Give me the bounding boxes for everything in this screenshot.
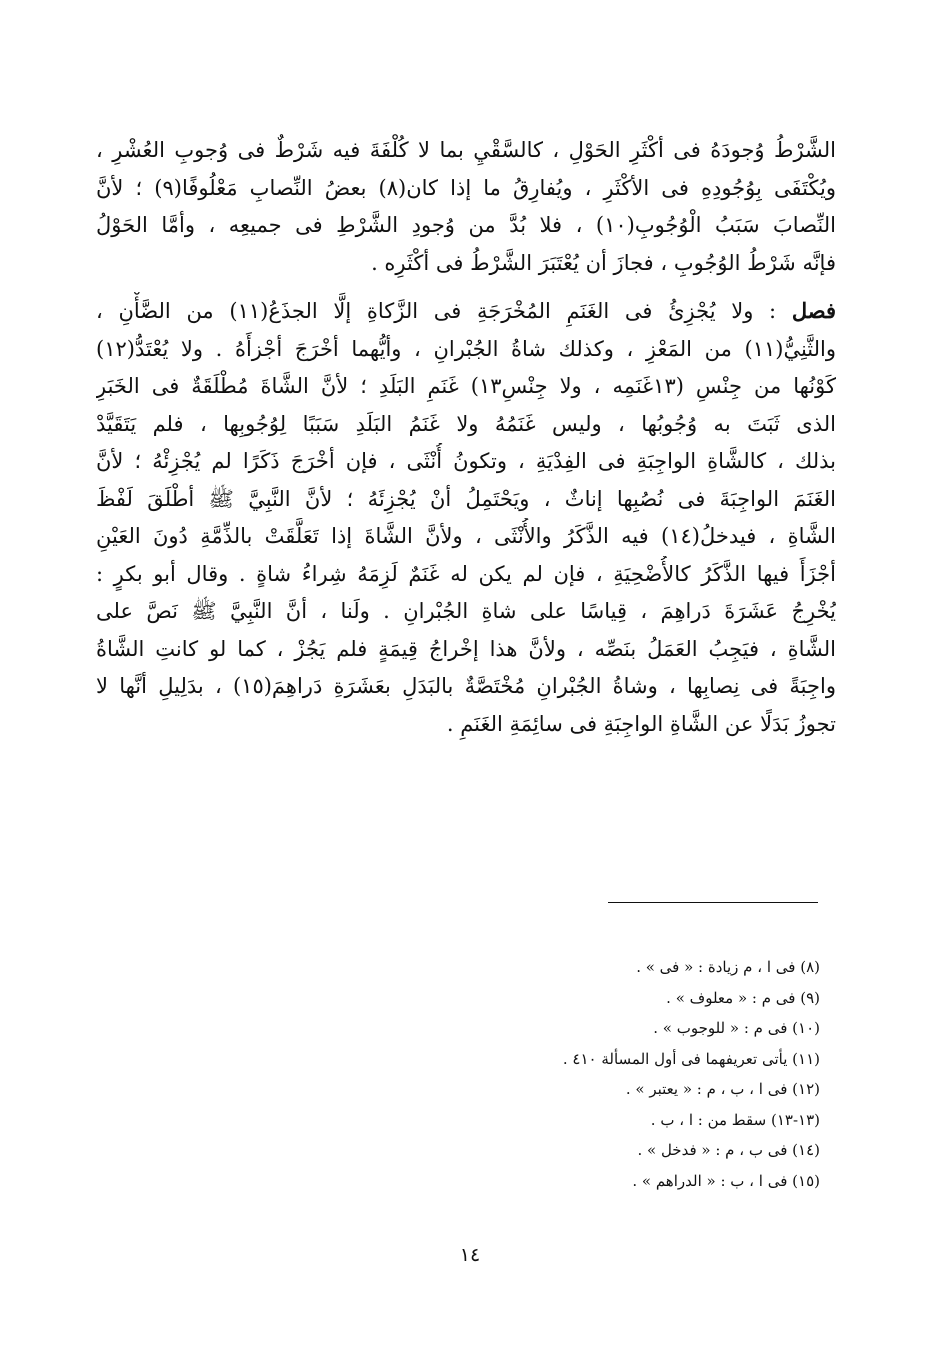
text-line: الغَنَمَ الواجِبَةَ فى نُصُبِها إناثٌ ، ويَحْتَمِلُ أنْ يُجْزِئَهُ ؛ لأنَّ النَّبِيَّ ﷺ أطْلَقَ لَفْظَ bbox=[96, 486, 836, 511]
text-line: ويُكْتَفَى بِوُجُودِهِ فى الأكْثَرِ ، ويُفارِقُ ما إذا كان(٨) بعضُ النِّصابِ مَعْلُوفًا(٩) ؛ لأنَّ bbox=[96, 175, 836, 200]
footnote: (١٥) فى ا ، ب : « الدراهم » . bbox=[632, 1171, 820, 1190]
footnotes bbox=[300, 952, 820, 1196]
text-line: يُخْرِجُ عَشَرَةَ دَراهِمَ ، قِياسًا على شاةِ الجُبْرانِ . ولَنا ، أنَّ النَّبِيَّ ﷺ نَصَّ على bbox=[96, 599, 836, 623]
text-line: أجْزَأَ فيها الذَّكَرُ كالأُضْحِيَةِ ، فإن لم يكن له غَنَمٌ لَزِمَهُ شِراءُ شاةٍ . وقال أبو بكرٍ : bbox=[96, 561, 836, 586]
page-number: ١٤ bbox=[459, 1244, 481, 1266]
footnote: (١٠) فى م : « للوجوب » . bbox=[653, 1019, 820, 1037]
text-line: الشَّرْطُ وُجودَهُ فى أكْثَرِ الحَوْلِ ، كالسَّقْيِ بما لا كُلْفَةَ فيه شَرْطٌ فى وُجوبِ العُشْرِ ، bbox=[96, 138, 836, 162]
text-run: : ولا يُجْزِئُ فى الغَنَمِ المُخْرَجَةِ فى الزَّكاةِ إلَّا الجذَعُ(١١) من الضَّأْنِ ، bbox=[96, 299, 777, 323]
text-line: فإنَّه شَرْطُ الوُجُوبِ ، فجازَ أن يُعْتَبَرَ الشَّرْطُ فى أكْثَرِه . bbox=[371, 250, 836, 275]
footnote: (١١) يأتى تعريفهما فى أول المسألة ٤١٠ . bbox=[562, 1049, 820, 1068]
text-line: الشَّاةِ ، فيَجِبُ العَمَلُ بنَصِّه ، ولأنَّ هذا إخْراجُ قِيمَةٍ فلم يَجُزْ ، كما لو كانتِ الشَّاةُ bbox=[96, 636, 836, 661]
text-line: تجوزُ بَدَلًا عن الشَّاةِ الواجِبَةِ فى سائِمَةِ الغَنَمِ . bbox=[446, 711, 836, 736]
footnote: (١٣-١٣) سقط من : ا ، ب . bbox=[650, 1110, 820, 1129]
text-line: واجِبَةً فى نِصابِها ، وشاةُ الجُبْرانِ مُخْتَصَّةٌ بالبَدَلِ بعَشَرَةِ دَراهِمَ(١٥) ، بدَلِيلِ أنَّها لا bbox=[96, 674, 836, 698]
text-line: الذى ثَبَتَ به وُجُوبُها ، وليس غَنَمُهُ ولا غَنَمُ البَلَدِ سَبَبًا لِوُجُوبِها ، فلم يَتَقَيَّدْ bbox=[96, 411, 836, 436]
text-line: النِّصابَ سَبَبُ الْوُجُوبِ(١٠) ، فلا بُدَّ من وُجودِ الشَّرْطِ فى جميعِه ، وأمَّا الحَوْلُ bbox=[96, 213, 836, 237]
text-line: بذلك ، كالشَّاةِ الواجِبَةِ فى الفِدْيَةِ ، وتكونُ أُنْثَى ، فإن أخْرَجَ ذَكَرًا لم يُجْزِئْهُ ؛ لأنَّ bbox=[96, 449, 836, 473]
paragraph-2 bbox=[96, 292, 836, 743]
footnote: (٩) فى م : « معلوف » . bbox=[666, 988, 820, 1007]
footnote: (١٤) فى ب ، م : « فدخل » . bbox=[637, 1141, 820, 1159]
text-line bbox=[96, 292, 836, 331]
text-line: كَوْنُها من جِنْسِ (١٣غَنَمِه ، ولا جِنْسِ١٣) غَنَمِ البَلَدِ ؛ لأنَّ الشَّاةَ مُطْلَقَةٌ فى الخَبَرِ bbox=[96, 374, 836, 398]
main-text bbox=[96, 132, 836, 743]
text-line: الشَّاةِ ، فيدخلُ(١٤) فيه الذَّكَرُ والأُنْثَى ، ولأنَّ الشَّاةَ إذا تَعَلَّقَتْ بالذِّمَّةِ دُونَ العَيْنِ bbox=[96, 524, 836, 548]
footnote: (٨) فى ا ، م زيادة : « فى » . bbox=[636, 958, 820, 976]
paragraph-1 bbox=[96, 132, 836, 282]
footnote-separator bbox=[608, 902, 818, 903]
footnote: (١٢) فى ا ، ب ، م : « يعتبر » . bbox=[625, 1080, 820, 1098]
text-line: والثَّنِيُّ(١١) من المَعْزِ ، وكذلك شاةُ الجُبْرانِ ، وأيُّهما أخْرَجَ أجْزأَهُ . ولا يُعْتَدُّ(١٢) bbox=[96, 336, 836, 361]
section-heading: فصل bbox=[791, 298, 836, 323]
